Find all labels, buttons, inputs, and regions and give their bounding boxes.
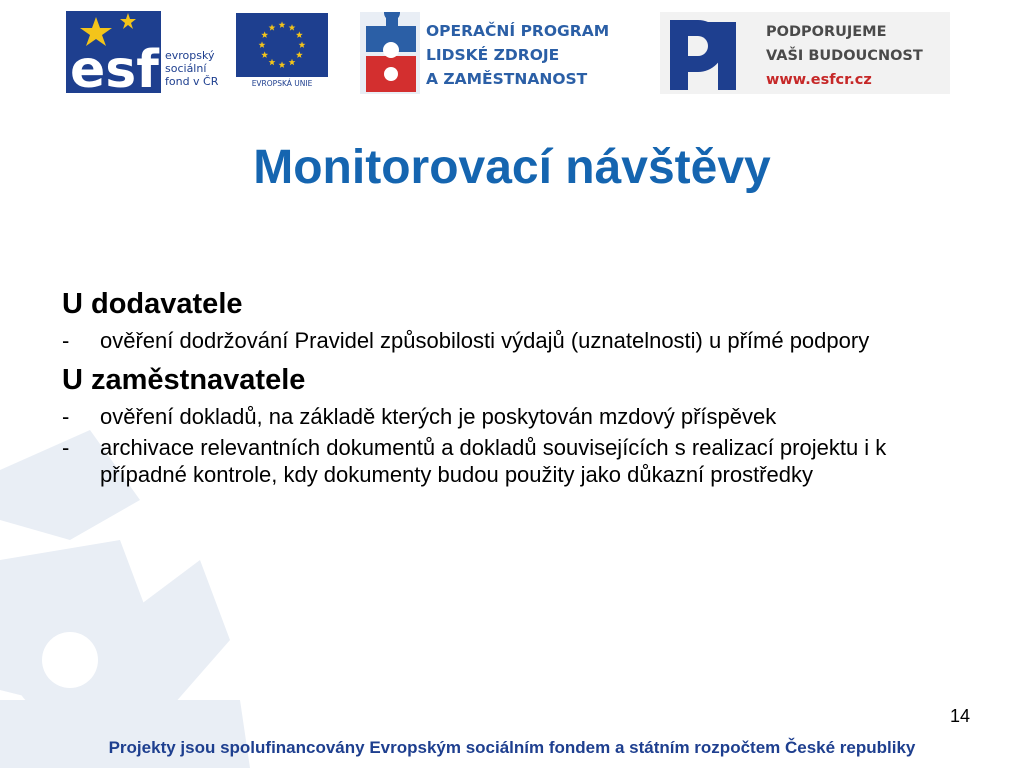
section-heading-dodavatel: U dodavatele (62, 288, 243, 320)
eu-caption: EVROPSKÁ UNIE (251, 79, 313, 88)
page-title: Monitorovací návštěvy (253, 141, 771, 194)
op-logo-text: OPERAČNÍ PROGRAM LIDSKÉ ZDROJE A ZAMĚSTNANOST (426, 22, 610, 88)
footer-text: Projekty jsou spolufinancovány Evropským sociálním fondem a státním rozpočtem České republiky (108, 738, 916, 757)
list-item: - ověření dokladů, na základě kterých je poskytován mzdový příspěvek (62, 404, 777, 429)
page-number: 14 (949, 706, 970, 726)
list-item: - ověření dodržování Pravidel způsobilosti výdajů (uznatelnosti) u přímé podpory (62, 328, 870, 353)
esfcr-url: www.esfcr.cz (766, 72, 872, 88)
slide-content (62, 284, 942, 492)
esf-letters: esf (70, 40, 159, 93)
section-heading-zamestnavatel: U zaměstnavatele (62, 364, 306, 396)
bullet-marker: - (62, 328, 70, 353)
bullet-marker: - (62, 404, 70, 429)
pp-logo-text: PODPORUJEME VAŠI BUDOUCNOST www.esfcr.cz (766, 20, 923, 92)
logo-bar (0, 0, 1024, 100)
esf-text: evropský sociální fond v ČR (165, 49, 219, 88)
bullet-marker: - (62, 435, 70, 460)
list-item: - archivace relevantních dokumentů a dokladů souvisejících s realizací projektu i k případné kontrole, kdy dokumenty budou použity jako důkazní prostředky (62, 435, 887, 487)
